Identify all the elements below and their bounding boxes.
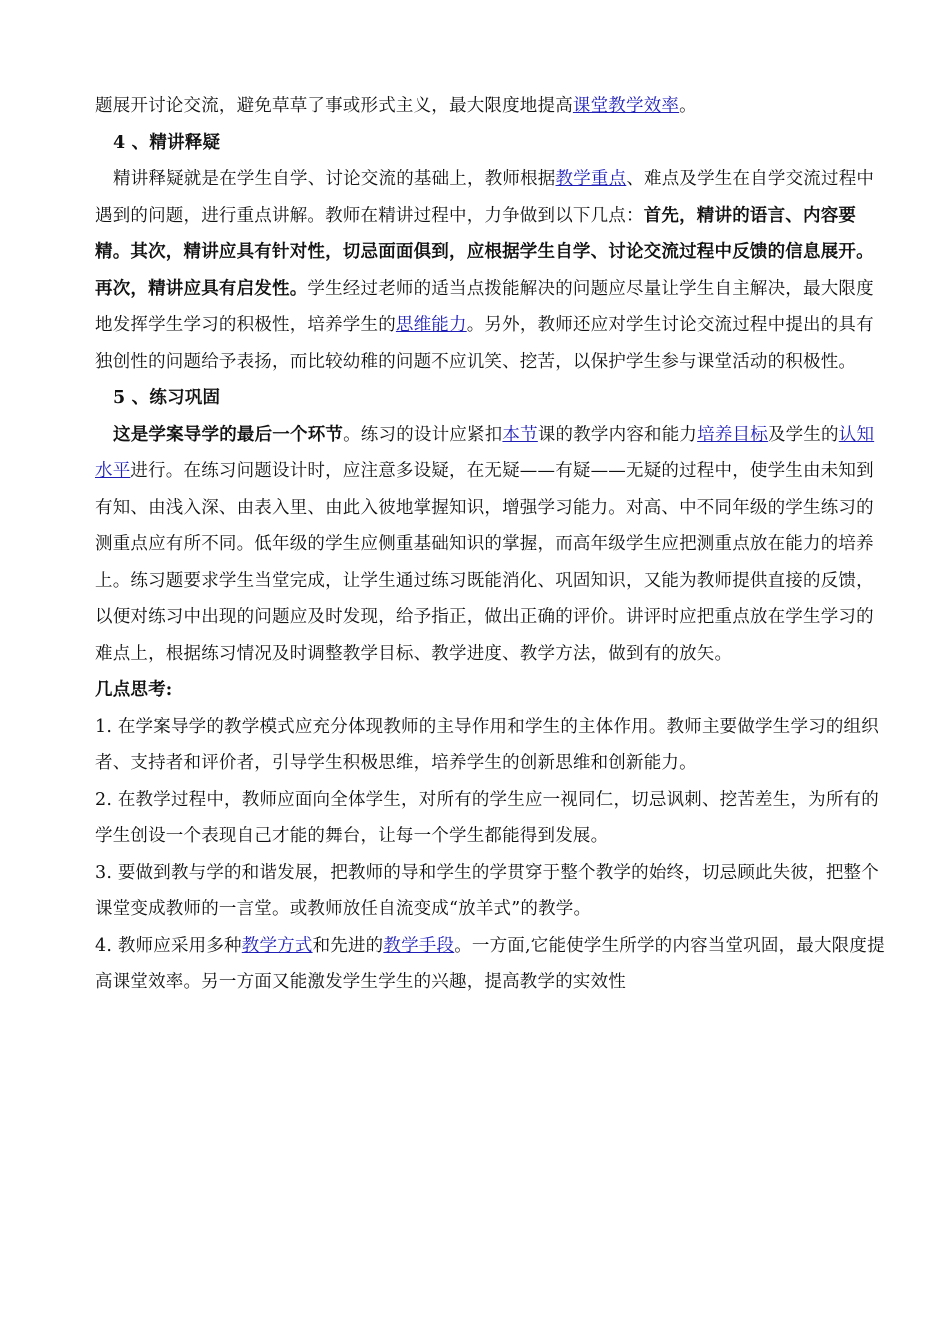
list-item: 2. 在教学过程中，教师应面向全体学生，对所有的学生应一视同仁，切忌讽刺、挖苦差生，为所有的学生创设一个表现自己才能的舞台，让每一个学生都能得到发展。 (95, 789, 879, 846)
heading-reflections: 几点思考: (95, 680, 173, 700)
link-classroom-efficiency[interactable]: 课堂教学效率 (572, 96, 680, 116)
text-run: 学生经过老师的适当点拨能解决的问题应尽量让学生自主解决，最大限度地发挥学生学习的积极性，培养学生的 (95, 278, 874, 335)
list-item: 3. 要做到教与学的和谐发展，把教师的导和学生的学贯穿于整个教学的始终，切忌顾此失彼，把整个课堂变成教师的一言堂。或教师放任自流变成“放羊式”的教学。 (95, 862, 879, 919)
link-teaching-focus[interactable]: 教学重点 (555, 169, 627, 189)
link-this-section[interactable]: 本节 (502, 424, 538, 445)
paragraph-discussion-end (95, 88, 888, 125)
link-thinking-ability[interactable]: 思维能力 (395, 315, 467, 335)
link-training-goals[interactable]: 培养目标 (697, 424, 768, 445)
text-run: 4. 教师应采用多种 (95, 935, 242, 956)
text-run: 及学生的 (767, 424, 839, 445)
text-run: 和先进的 (312, 935, 384, 956)
text-run: 课的教学内容和能力 (537, 424, 698, 445)
bold-text-run: 这是学案导学的最后一个环节 (113, 424, 344, 445)
text-run: 精讲释疑就是在学生自学、讨论交流的基础上，教师根据 (113, 169, 556, 189)
text-run: 。另外，教师还应对学生讨论交流过程中提出的具有独创性的问题给予表扬，而比较幼稚的问题不应讥笑、挖苦，以保护学生参与课堂活动的积极性。 (95, 315, 874, 372)
heading-section-5: 5 、练习巩固 (113, 388, 221, 408)
list-item: 1. 在学案导学的教学模式应充分体现教师的主导作用和学生的主体作用。教师主要做学生学习的组织者、支持者和评价者，引导学生积极思维，培养学生的创新思维和创新能力。 (95, 716, 879, 773)
text-run: 进行。在练习问题设计时，应注意多设疑，在无疑——有疑——无疑的过程中，使学生由未知到有知、由浅入深、由表入里、由此入彼地掌握知识，增强学习能力。对高、中不同年级的学生练习的测重点应有所不同。低年级的学生应侧重基础知识的掌握，而高年级学生应把测重点放在能力的培养上。练习题要求学生当堂完成，让学生通过练习既能消化、巩固知识，又能为教师提供直接的反馈，以便对练习中出现的问题应及时发现，给予指正，做出正确的评价。讲评时应把重点放在学生学习的难点上，根据练习情况及时调整教学目标、教学进度、教学方法，做到有的放矢。 (95, 461, 874, 664)
bold-text-run: 首先，精讲的语言、内容要精。其次，精讲应具有针对性，切忌面面俱到，应根据学生自学、讨论交流过程中反馈的信息展开。再次，精讲应具有启发性。 (95, 205, 874, 299)
paragraph-section-5 (95, 417, 888, 673)
link-teaching-methods[interactable]: 教学方式 (241, 935, 313, 956)
list-item (95, 928, 888, 1001)
text-run: 。一方面,它能使学生所学的内容当堂巩固，最大限度提高课堂效率。另一方面又能激发学生学生的兴趣，提高教学的实效性 (95, 935, 885, 992)
link-cognitive-level[interactable]: 认知水平 (95, 424, 875, 481)
text-run: 、难点及学生在自学交流过程中遇到的问题，进行重点讲解。教师在精讲过程中，力争做到以下几点： (95, 169, 875, 226)
link-teaching-means[interactable]: 教学手段 (383, 935, 455, 956)
paragraph-section-4 (95, 161, 888, 380)
text-run: 。练习的设计应紧扣 (343, 424, 503, 445)
text-run: 。 (679, 96, 697, 116)
text-run: 题展开讨论交流，避免草草了事或形式主义，最大限度地提高 (95, 96, 573, 116)
heading-section-4: 4 、精讲释疑 (113, 132, 221, 153)
